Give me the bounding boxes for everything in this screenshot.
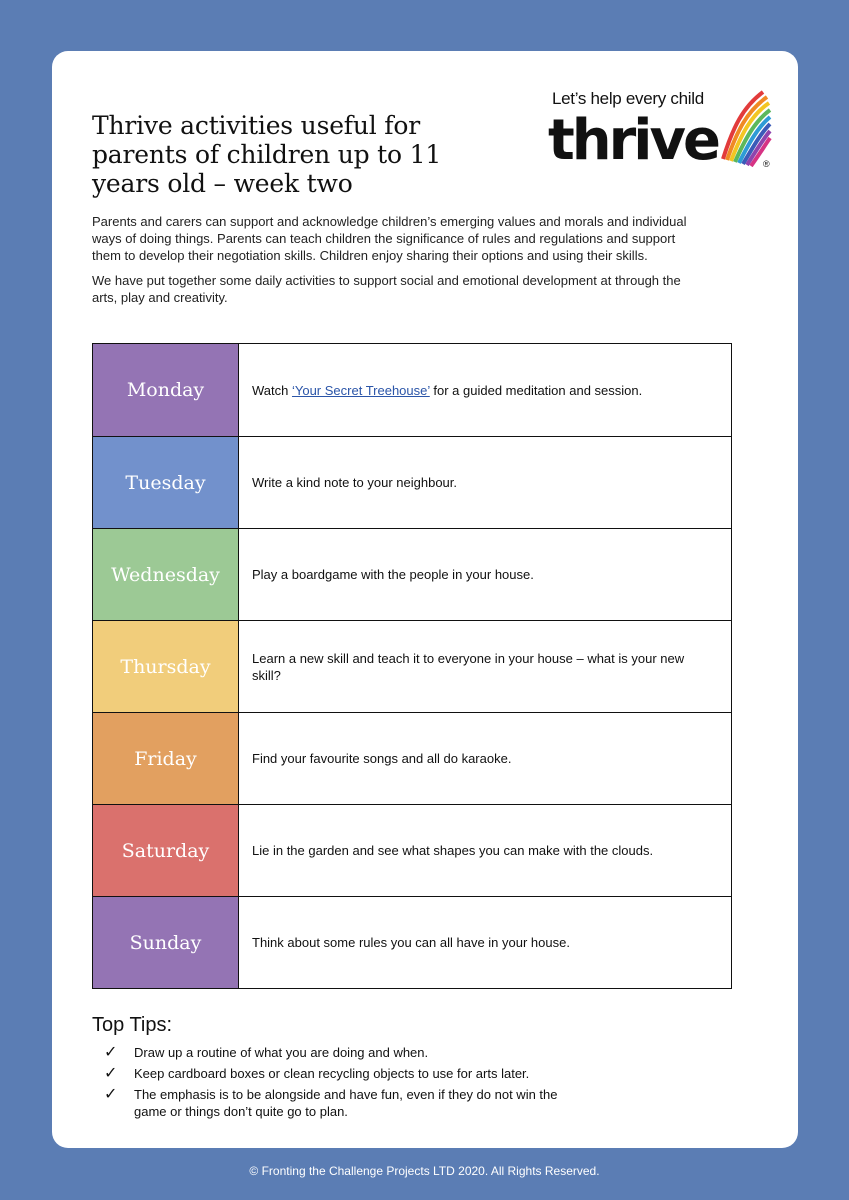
table-row-tuesday <box>93 436 731 528</box>
table-row-sunday <box>93 896 731 988</box>
table-row-wednesday <box>93 528 731 620</box>
tip-text: The emphasis is to be alongside and have fun, even if they do not win the game or things don’t quite go to plan. <box>134 1087 558 1119</box>
list-item <box>104 1065 584 1082</box>
checkmark-icon: ✓ <box>104 1044 118 1061</box>
logo-wordmark: thrive <box>548 108 718 173</box>
activity-cell: Play a boardgame with the people in your house. <box>252 567 534 582</box>
day-label: Friday <box>93 713 239 804</box>
tips-list <box>104 1044 584 1124</box>
activity-cell: Lie in the garden and see what shapes you can make with the clouds. <box>252 843 654 858</box>
logo-tagline: Let’s help every child <box>552 89 704 108</box>
thrive-logo <box>548 87 778 173</box>
table-row-thursday <box>93 620 731 712</box>
tip-text: Draw up a routine of what you are doing and when. <box>134 1045 429 1060</box>
day-label: Sunday <box>93 897 239 988</box>
table-row-friday <box>93 712 731 804</box>
activity-cell: Find your favourite songs and all do karaoke. <box>252 751 512 766</box>
weekly-activities-table <box>92 343 732 989</box>
day-label: Tuesday <box>93 437 239 528</box>
intro-paragraph: Parents and carers can support and acknowledge children’s emerging values and morals and individual ways of doing things. Parents can teach children the significance of rules and regulations and support them to develop their negotiation skills. Children enjoy sharing their options and using their skills. <box>92 214 687 263</box>
intro-text <box>92 213 692 314</box>
activity-cell: Learn a new skill and teach it to everyone in your house – what is your new skill? <box>252 650 685 683</box>
activity-cell: Write a kind note to your neighbour. <box>252 475 457 490</box>
tip-text: Keep cardboard boxes or clean recycling objects to use for arts later. <box>134 1066 530 1081</box>
registered-mark: ® <box>763 159 770 169</box>
secret-treehouse-link[interactable]: ‘Your Secret Treehouse’ <box>291 382 430 398</box>
page-title: Thrive activities useful for parents of children up to 11 years old – week two <box>92 111 442 198</box>
rainbow-feather-icon <box>713 87 773 167</box>
list-item <box>104 1086 584 1120</box>
activity-text: Watch <box>252 382 292 398</box>
list-item <box>104 1044 584 1061</box>
checkmark-icon: ✓ <box>104 1065 118 1082</box>
activity-text: for a guided meditation and session. <box>429 382 643 398</box>
intro-paragraph: We have put together some daily activities to support social and emotional development at through the arts, play and creativity. <box>92 273 681 305</box>
activity-cell: Think about some rules you can all have in your house. <box>252 935 570 950</box>
table-row-monday <box>93 344 731 436</box>
day-label: Saturday <box>93 805 239 896</box>
page-card <box>52 51 798 1148</box>
checkmark-icon: ✓ <box>104 1086 118 1103</box>
activity-cell <box>239 344 731 436</box>
tips-heading: Top Tips: <box>92 1014 173 1036</box>
table-row-saturday <box>93 804 731 896</box>
day-label: Wednesday <box>93 529 239 620</box>
day-label: Thursday <box>93 621 239 712</box>
day-label: Monday <box>93 344 239 436</box>
copyright-footer: © Fronting the Challenge Projects LTD 2020. All Rights Reserved. <box>249 1164 600 1178</box>
